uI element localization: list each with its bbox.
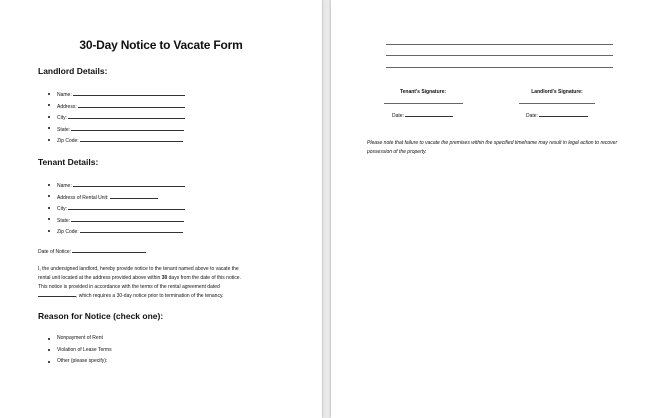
tenant-state-field[interactable]: State:: [38, 216, 185, 228]
landlord-city-blank[interactable]: [68, 113, 185, 119]
landlord-address-blank[interactable]: [78, 102, 185, 108]
tenant-name-field[interactable]: Name:: [38, 181, 185, 193]
other-reason-line-1[interactable]: [386, 44, 613, 45]
landlord-zip-blank[interactable]: [80, 136, 183, 142]
tenant-city-field[interactable]: City:: [38, 204, 185, 216]
tenant-signature-line[interactable]: [384, 103, 463, 104]
landlord-date-field[interactable]: Date:: [526, 111, 588, 121]
tenant-zip-field[interactable]: Zip Code:: [38, 227, 185, 239]
reason-options-list: [38, 335, 112, 370]
notice-paragraph: [38, 265, 284, 301]
notice-line-1: I, the undersigned landlord, hereby provide notice to the tenant named above to vacate the: [38, 266, 239, 272]
notice-line-3: This notice is provided in accordance with the terms of the rental agreement dated: [38, 283, 220, 290]
reason-option-lease-violation[interactable]: Violation of Lease Terms: [38, 347, 112, 359]
tenant-signature-label: Tenant's Signature:: [399, 89, 447, 95]
tenant-name-blank[interactable]: [73, 181, 185, 187]
other-reason-line-2[interactable]: [386, 55, 613, 56]
other-reason-line-3[interactable]: [386, 67, 613, 68]
notice-line-2: rental unit located at the address provided above within 30 days from the date of this notice.: [38, 274, 241, 281]
landlord-details-heading: Landlord Details:: [38, 66, 108, 76]
landlord-name-blank[interactable]: [73, 90, 185, 96]
tenant-details-heading: Tenant Details:: [38, 157, 99, 167]
reason-option-other[interactable]: Other (please specify):: [38, 358, 112, 370]
tenant-zip-blank[interactable]: [80, 227, 183, 233]
tenant-date-blank[interactable]: [405, 111, 453, 117]
tenant-city-blank[interactable]: [68, 204, 185, 210]
legal-disclaimer: Please note that failure to vacate the premises within the specified timeframe may result in legal action to recover possession of the property.: [367, 140, 618, 155]
tenant-state-blank[interactable]: [71, 216, 184, 222]
tenant-date-field[interactable]: Date:: [392, 111, 453, 121]
landlord-state-field[interactable]: State:: [38, 125, 185, 137]
landlord-zip-field[interactable]: Zip Code:: [38, 136, 185, 148]
reason-heading: Reason for Notice (check one):: [38, 311, 164, 321]
document-page-1: [0, 0, 322, 418]
form-title: 30-Day Notice to Vacate Form: [79, 38, 243, 52]
landlord-name-field[interactable]: Name:: [38, 90, 185, 102]
tenant-address-blank[interactable]: [110, 193, 158, 199]
notice-days: 30: [161, 274, 168, 281]
notice-line-4: , which requires a 30-day notice prior to termination of the tenancy.: [38, 291, 284, 301]
landlord-fields-list: [38, 90, 185, 148]
landlord-signature-line[interactable]: [519, 103, 595, 104]
landlord-signature-label: Landlord's Signature:: [531, 89, 583, 95]
tenant-fields-list: [38, 181, 185, 239]
date-of-notice-field[interactable]: Date of Notice:: [38, 247, 146, 257]
date-of-notice-blank[interactable]: [72, 247, 146, 253]
landlord-date-blank[interactable]: [539, 111, 588, 117]
document-page-2: [331, 0, 652, 418]
landlord-address-field[interactable]: Address:: [38, 102, 185, 114]
landlord-city-field[interactable]: City:: [38, 113, 185, 125]
tenant-address-field[interactable]: Address of Rental Unit:: [38, 193, 185, 205]
reason-option-nonpayment[interactable]: Nonpayment of Rent: [38, 335, 112, 347]
landlord-state-blank[interactable]: [71, 125, 184, 131]
agreement-date-blank[interactable]: [38, 291, 76, 297]
